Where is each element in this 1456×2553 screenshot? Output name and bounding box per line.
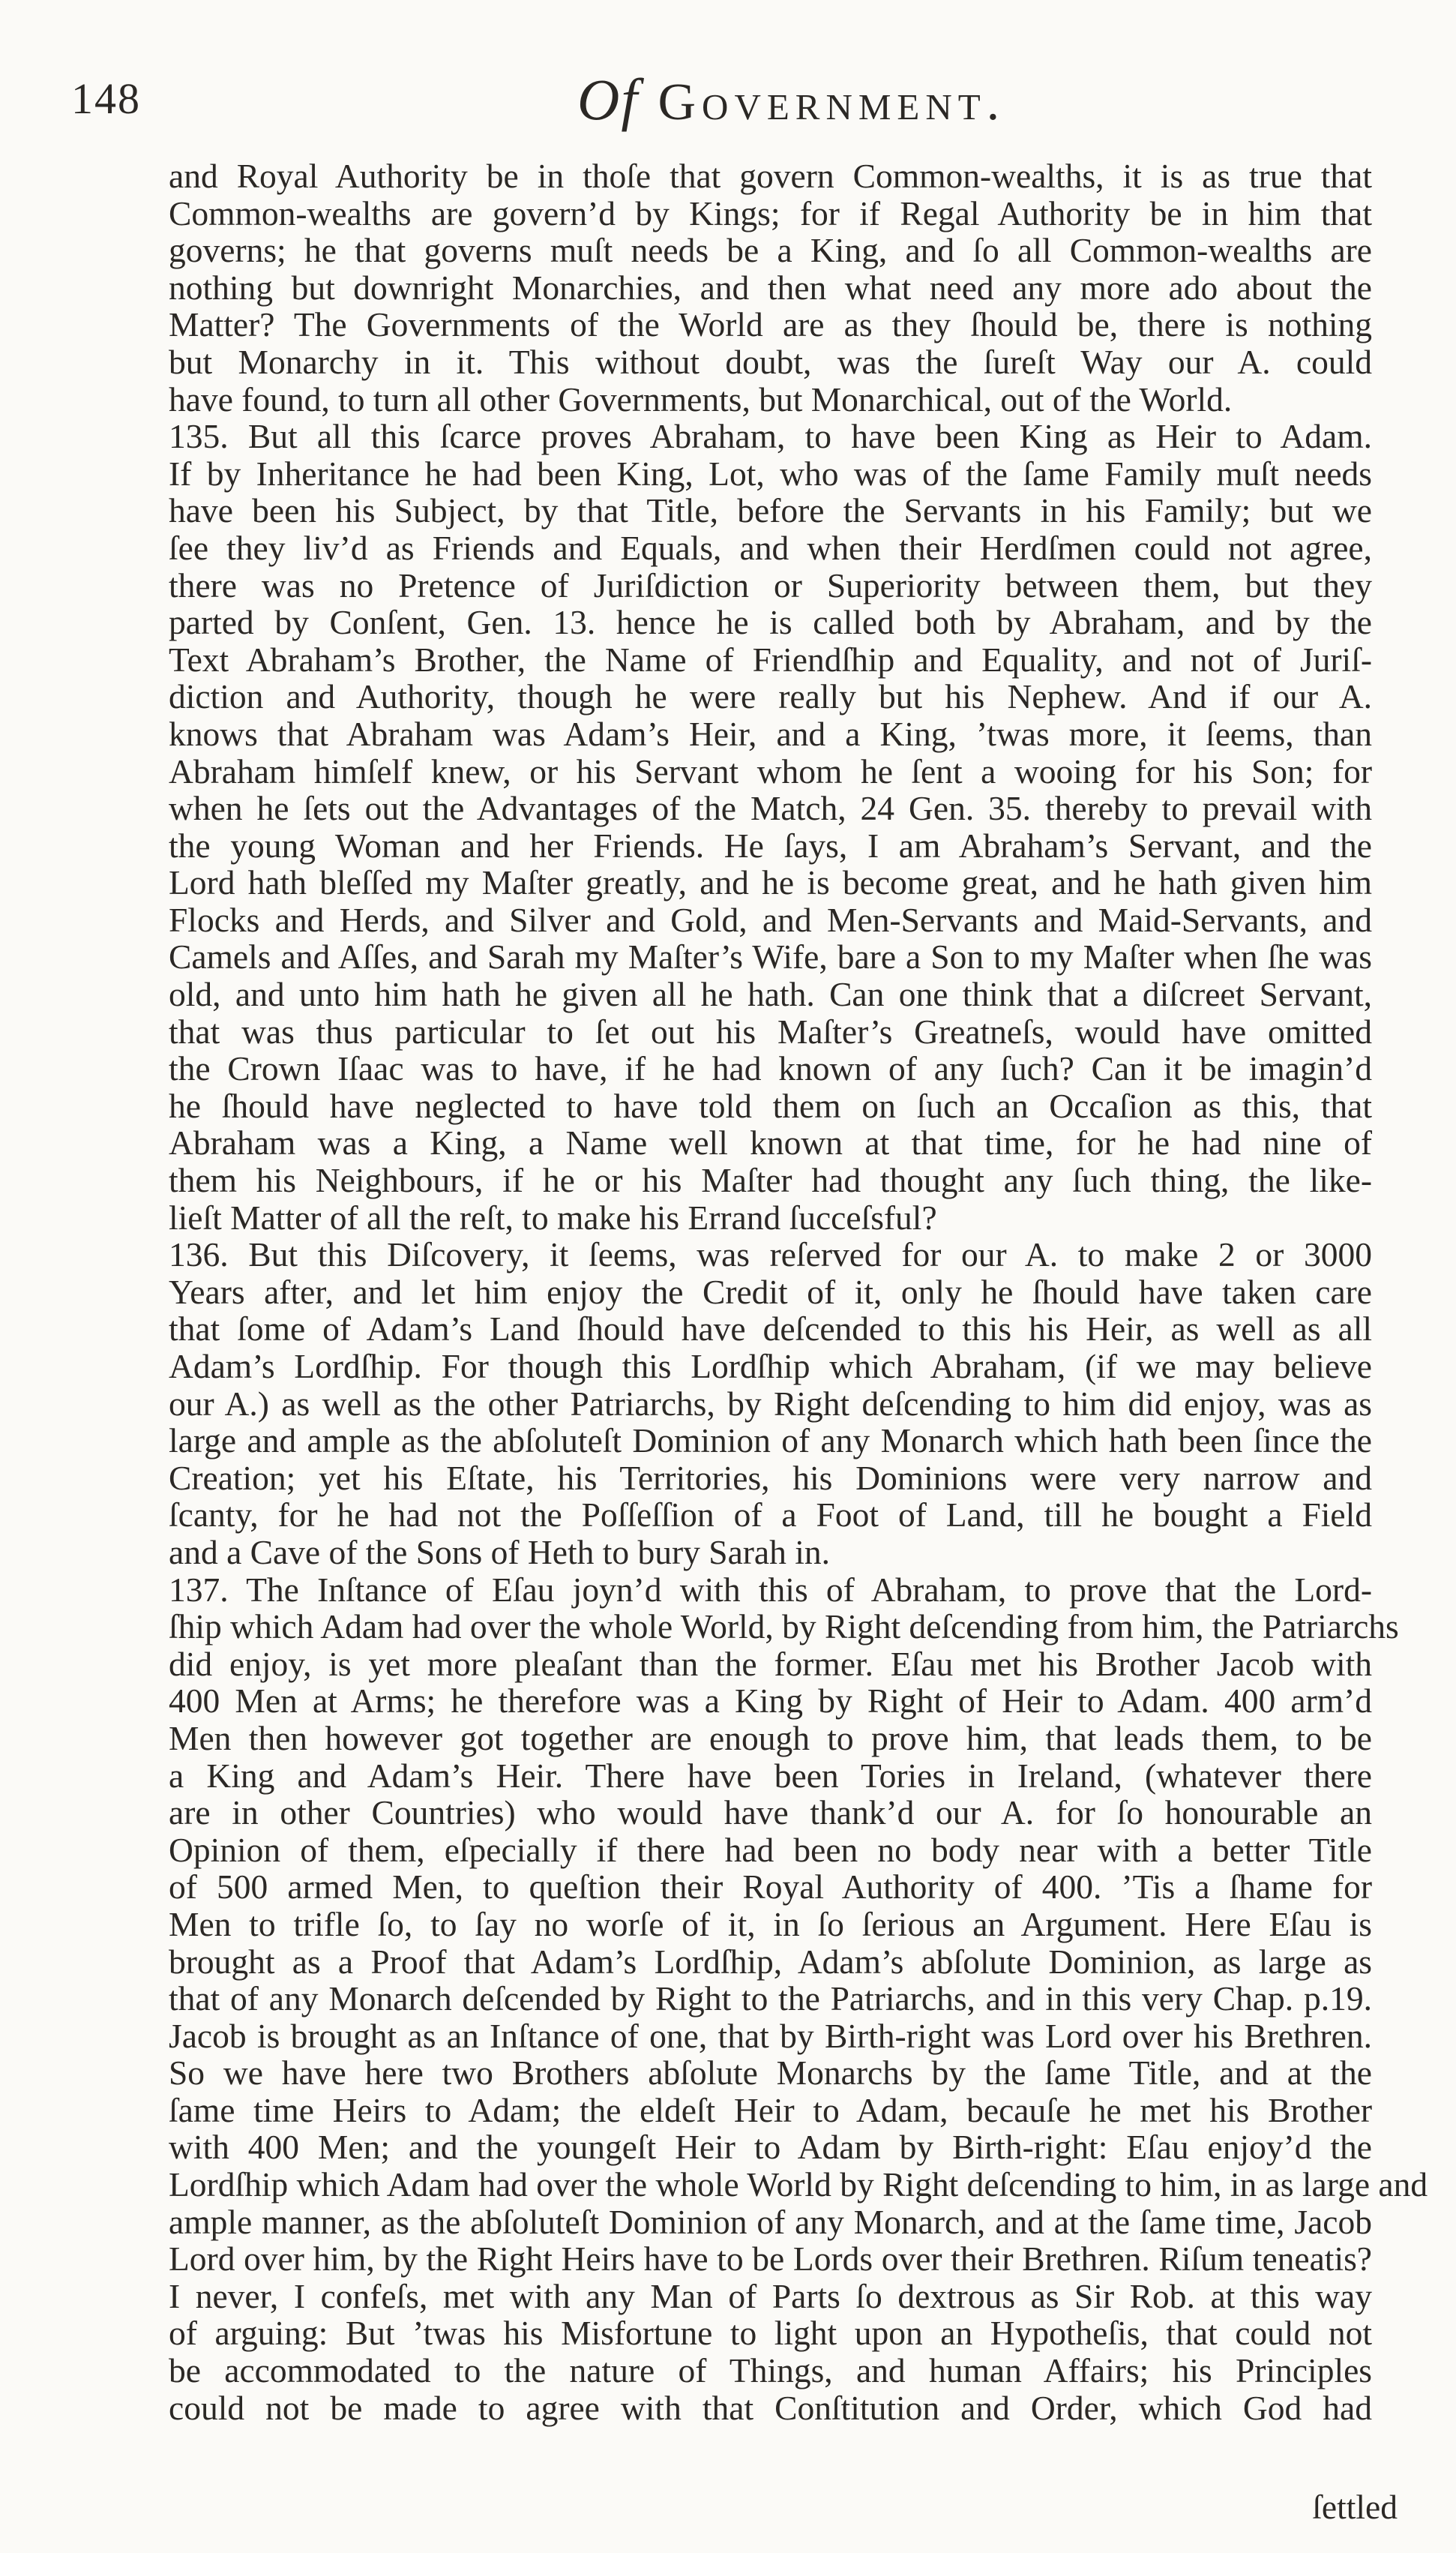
text-line: them his Neighbours, if he or his Maſter had thought any ſuch thing, the like- [169, 1161, 1372, 1200]
text-line: So we have here two Brothers abſolute Monarchs by the ſame Title, and at the [169, 2054, 1372, 2092]
text-line: have found, to turn all other Governments, but Monarchical, out of the World. [169, 380, 1233, 418]
text-line: Lordſhip which Adam had over the whole World by Right deſcending to him, in as large and [169, 2165, 1428, 2204]
text-line: of arguing: But ’twas his Misfortune to light upon an Hypotheſis, that could not [169, 2314, 1372, 2353]
text-line: that was thus particular to ſet out his Maſter’s Greatneſs, would have omitted [169, 1012, 1372, 1051]
text-line: governs; he that governs muſt needs be a King, and ſo all Common-wealths are [169, 231, 1372, 270]
text-line: 135. But all this ſcarce proves Abraham, to have been King as Heir to Adam. [169, 417, 1372, 456]
text-line: ſame time Heirs to Adam; the eldeſt Heir to Adam, becauſe he met his Brother [169, 2090, 1372, 2129]
text-line: Abraham was a King, a Name well known at that time, for he had nine of [169, 1124, 1372, 1162]
text-line: but Monarchy in it. This without doubt, was the ſureſt Way our A. could [169, 342, 1372, 381]
text-line: I never, I confeſs, met with any Man of Parts ſo dextrous as Sir Rob. at this way [169, 2276, 1372, 2315]
text-line: 136. But this Diſcovery, it ſeems, was reſerved for our A. to make 2 or 3000 [169, 1235, 1372, 1274]
running-title-of: Of [577, 67, 639, 132]
text-line: ſee they liv’d as Friends and Equals, and when their Herdſmen could not agree, [169, 528, 1372, 567]
text-line: he ſhould have neglected to have told them on ſuch an Occaſion as this, that [169, 1086, 1372, 1125]
text-line: old, and unto him hath he given all he hath. Can one think that a diſcreet Servant, [169, 975, 1372, 1014]
text-line: diction and Authority, though he were really but his Nephew. And if our A. [169, 677, 1372, 716]
text-line: Jacob is brought as an Inſtance of one, that by Birth-right was Lord over his Brethren. [169, 2016, 1372, 2055]
text-line: parted by Conſent, Gen. 13. hence he is called both by Abraham, and by the [169, 603, 1372, 642]
text-line: that ſome of Adam’s Land ſhould have deſcended to this his Heir, as well as all [169, 1310, 1372, 1348]
text-line: Adam’s Lordſhip. For though this Lordſhip which Abraham, (if we may believe [169, 1347, 1372, 1385]
text-line: ſhip which Adam had over the whole World, by Right deſcending from him, the Patriarchs [169, 1607, 1399, 1646]
text-line: when he ſets out the Advantages of the Match, 24 Gen. 35. thereby to prevail with [169, 789, 1372, 828]
text-line: Men to trifle ſo, to ſay no worſe of it, in ſo ſerious an Argument. Here Eſau is [169, 1904, 1372, 1943]
text-line: brought as a Proof that Adam’s Lordſhip, Adam’s abſolute Dominion, as large as [169, 1942, 1372, 1981]
text-line: Matter? The Governments of the World are as they ſhould be, there is nothing [169, 305, 1372, 344]
text-line: Camels and Aſſes, and Sarah my Maſter’s Wife, bare a Son to my Maſter when ſhe was [169, 938, 1372, 976]
running-title-government: Government. [658, 74, 1006, 131]
text-line: have been his Subject, by that Title, before the Servants in his Family; but we [169, 491, 1372, 530]
text-line: and a Cave of the Sons of Heth to bury Sarah in. [169, 1532, 831, 1571]
text-line: If by Inheritance he had been King, Lot, who was of the ſame Family muſt needs [169, 454, 1372, 493]
running-head [71, 66, 1406, 134]
text-line: Common-wealths are govern’d by Kings; for if Regal Authority be in him that [169, 194, 1372, 232]
text-line: ample manner, as the abſoluteſt Dominion of any Monarch, and at the ſame time, Jacob [169, 2202, 1372, 2241]
text-line: Abraham himſelf knew, or his Servant whom he ſent a wooing for his Son; for [169, 752, 1372, 790]
text-line: be accommodated to the nature of Things, and human Affairs; his Principles [169, 2351, 1372, 2390]
text-line: lieſt Matter of all the reſt, to make his Errand ſucceſsful? [169, 1198, 937, 1237]
text-line: 400 Men at Arms; he therefore was a King by Right of Heir to Adam. 400 arm’d [169, 1682, 1372, 1720]
text-line: Years after, and let him enjoy the Credit of it, only he ſhould have taken care [169, 1272, 1372, 1311]
text-line: are in other Countries) who would have thank’d our A. for ſo honourable an [169, 1793, 1372, 1832]
running-title [577, 66, 1005, 134]
text-line: Men then however got together are enough to prove him, that leads them, to be [169, 1718, 1372, 1757]
text-line: Opinion of them, eſpecially if there had been no body near with a better Title [169, 1830, 1372, 1869]
text-line: did enjoy, is yet more pleaſant than the former. Eſau met his Brother Jacob with [169, 1644, 1372, 1683]
text-line: knows that Abraham was Adam’s Heir, and a King, ’twas more, it ſeems, than [169, 714, 1372, 753]
text-line: Text Abraham’s Brother, the Name of Friendſhip and Equality, and not of Juriſ- [169, 640, 1372, 679]
text-line: our A.) as well as the other Patriarchs, by Right deſcending to him did enjoy, was as [169, 1384, 1372, 1423]
text-line: the Crown Iſaac was to have, if he had known of any ſuch? Can it be imagin’d [169, 1049, 1372, 1088]
text-line: large and ample as the abſoluteſt Dominion of any Monarch which hath been ſince the [169, 1421, 1372, 1460]
text-line: Flocks and Herds, and Silver and Gold, and Men-Servants and Maid-Servants, and [169, 900, 1372, 939]
text-line: with 400 Men; and the youngeſt Heir to Adam by Birth-right: Eſau enjoy’d the [169, 2128, 1372, 2167]
text-line: 137. The Inſtance of Eſau joyn’d with this of Abraham, to prove that the Lord- [169, 1570, 1372, 1609]
catchword: ſettled [1312, 2488, 1398, 2526]
text-line: and Royal Authority be in thoſe that govern Common-wealths, it is as true that [169, 157, 1372, 195]
text-line: a King and Adam’s Heir. There have been Tories in Ireland, (whatever there [169, 1756, 1372, 1795]
text-line: the young Woman and her Friends. He ſays, I am Abraham’s Servant, and the [169, 826, 1372, 865]
text-line: of 500 armed Men, to queſtion their Royal Authority of 400. ’Tis a ſhame for [169, 1868, 1372, 1906]
page-number: 148 [71, 74, 141, 123]
body-text [169, 157, 1428, 2427]
text-line: there was no Pretence of Juriſdiction or Superiority between them, but they [169, 566, 1372, 604]
text-line: that of any Monarch deſcended by Right to the Patriarchs, and in this very Chap. p.19. [169, 1979, 1372, 2018]
text-line: Lord hath bleſſed my Maſter greatly, and he is become great, and he hath given him [169, 863, 1372, 902]
text-line: could not be made to agree with that Conſtitution and Order, which God had [169, 2388, 1372, 2427]
text-line: Creation; yet his Eſtate, his Territories, his Dominions were very narrow and [169, 1458, 1372, 1497]
text-line: nothing but downright Monarchies, and then what need any more ado about the [169, 268, 1372, 307]
text-line: ſcanty, for he had not the Poſſeſſion of a Foot of Land, till he bought a Field [169, 1496, 1372, 1534]
text-line: Lord over him, by the Right Heirs have to be Lords over their Brethren. Riſum teneatis? [169, 2240, 1372, 2278]
